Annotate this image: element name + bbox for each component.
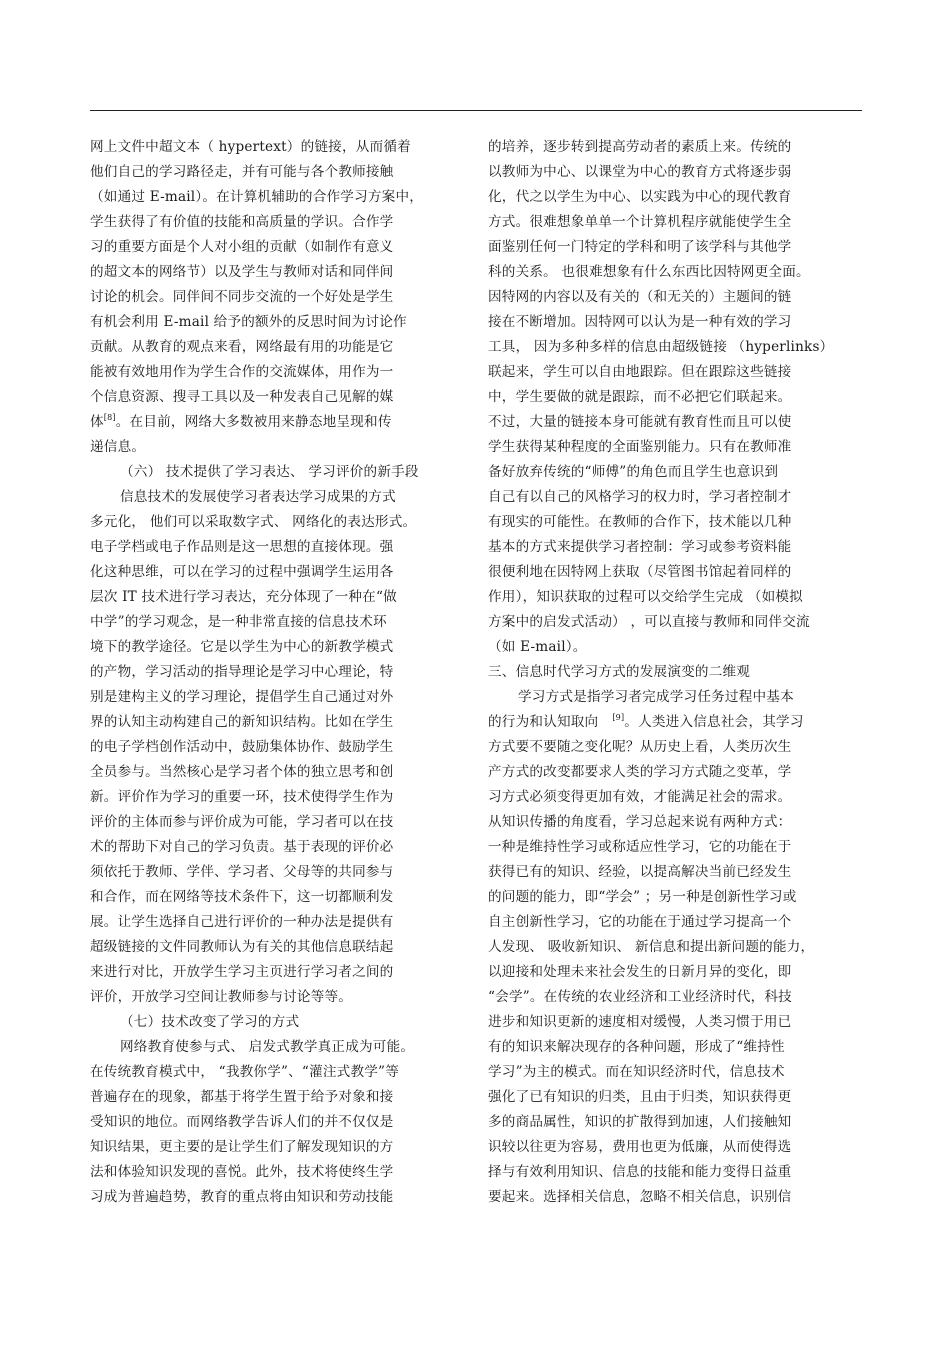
text-line (488, 335, 833, 360)
text-line (488, 185, 791, 210)
text-line (90, 360, 393, 385)
text-line (488, 1035, 785, 1060)
text-line (90, 1060, 399, 1085)
text-line (90, 410, 392, 435)
text-line (90, 1110, 393, 1135)
line-text: 信息技术的发展使学习者表达学习成果的方式 (120, 489, 396, 505)
text-line (488, 1110, 791, 1135)
text-line (90, 810, 393, 835)
line-text: 有的知识来解决现存的各种问题，形成了“维持性 (488, 1039, 785, 1055)
text-line (90, 535, 393, 560)
line-text: 以教师为中心、以课堂为中心的教育方式将逐步弱 (488, 164, 792, 180)
line-text: 强化了已有知识的归类，且由于归类，知识获得更 (488, 1089, 792, 1105)
text-line (488, 810, 791, 835)
text-line (90, 235, 393, 260)
text-line (90, 785, 393, 810)
text-line (90, 860, 393, 885)
text-line (90, 960, 393, 985)
text-line (90, 660, 393, 685)
header-rule (90, 110, 862, 111)
line-text: 习成为普遍趋势，教育的重点将由知识和劳动技能 (90, 1189, 394, 1205)
line-text: 学习方式是指学习者完成学习任务过程中基本 (518, 689, 794, 705)
text-line (488, 435, 791, 460)
line-text: 科的关系。 也很难想象有什么东西比因特网更全面。 (488, 264, 810, 280)
citation-ref: [9] (612, 713, 625, 722)
line-text: “会学”。在传统的农业经济和工业经济时代，科技 (488, 989, 792, 1005)
text-line (90, 1035, 414, 1060)
text-line (488, 935, 814, 960)
line-text: 学生获得了有价值的技能和高质量的学识。合作学 (90, 214, 394, 230)
line-text: 全员参与。当然核心是学习者个体的独立思考和创 (90, 764, 394, 780)
line-text: 别是建构主义的学习理论，提倡学生自己通过对外 (90, 689, 394, 705)
line-text: 以迎接和处理未来社会发生的日新月异的变化，即 (488, 964, 792, 980)
line-text: 面鉴别任何一门特定的学科和明了该学科与其他学 (488, 239, 792, 255)
line-text: 有现实的可能性。在教师的合作下，技术能以几种 (488, 514, 792, 530)
line-text: 中学”的学习观念，是一种非常直接的信息技术环 (90, 614, 387, 630)
text-line (488, 210, 791, 235)
text-line (488, 460, 778, 485)
text-line (90, 685, 393, 710)
line-text: 讨论的机会。同伴间不同步交流的一个好处是学生 (90, 289, 394, 305)
line-text: 术的帮助下对自己的学习负责。基于表现的评价必 (90, 839, 394, 855)
line-text: 网上文件中超文本（ hypertext）的链接，从而循着 (90, 139, 411, 155)
line-text: 学习”为主的模式。而在知识经济时代，信息技术 (488, 1064, 785, 1080)
text-line (488, 685, 794, 710)
line-text: （如通过 E-mail）。在计算机辅助的合作学习方案中， (90, 189, 424, 205)
text-line (488, 560, 791, 585)
text-line (488, 1185, 791, 1210)
line-text: 新。评价作为学习的重要一环，技术使得学生作为 (90, 789, 394, 805)
line-text: 择与有效利用知识、信息的技能和能力变得日益重 (488, 1164, 792, 1180)
text-line (90, 635, 393, 660)
text-line (90, 560, 393, 585)
line-text: 一种是维持性学习或称适应性学习，它的功能在于 (488, 839, 792, 855)
line-text: 境下的教学途径。它是以学生为中心的新教学模式 (90, 639, 394, 655)
text-line (90, 310, 407, 335)
line-text: 接在不断增加。因特网可以认为是一种有效的学习 (488, 314, 792, 330)
line-text: 评价，开放学习空间让教师参与讨论等等。 (90, 989, 353, 1005)
line-text: 普遍存在的现象，都基于将学生置于给予对象和接 (90, 1089, 394, 1105)
text-line (488, 385, 791, 410)
line-text: 因特网的内容以及有关的（和无关的）主题间的链 (488, 289, 792, 305)
line-text: 中，学生要做的就是跟踪，而不必把它们联起来。 (488, 389, 792, 405)
text-line (90, 385, 393, 410)
text-line (90, 1010, 299, 1035)
text-line (488, 835, 791, 860)
text-line (90, 160, 393, 185)
line-text: 贡献。从教育的观点来看，网络最有用的功能是它 (90, 339, 394, 355)
text-line (488, 610, 810, 635)
line-text: 方式要不要随之变化呢？从历史上看，人类历次生 (488, 739, 792, 755)
text-line (488, 285, 791, 310)
line-text: 电子学档或电子作品则是这一思想的直接体现。强 (90, 539, 394, 555)
line-text: 很便利地在因特网上获取（尽管图书馆起着同样的 (488, 564, 792, 580)
line-text: 备好放弃传统的“师傅”的角色而且学生也意识到 (488, 464, 779, 480)
line-text-tail: 。在目前，网络大多数被用来静态地呈现和传 (115, 414, 392, 430)
text-line (90, 885, 393, 910)
text-line (488, 160, 791, 185)
line-text: 评价的主体而参与评价成为可能，学习者可以在技 (90, 814, 394, 830)
line-text: 化这种思维，可以在学习的过程中强调学生运用各 (90, 564, 394, 580)
line-text: 法和体验知识发现的喜悦。此外，技术将使终生学 (90, 1164, 394, 1180)
text-line (488, 860, 791, 885)
line-text: 的产物，学习活动的指导理论是学习中心理论，特 (90, 664, 394, 680)
text-line (90, 760, 393, 785)
text-line (488, 1085, 791, 1110)
text-line (488, 135, 791, 160)
line-text: 受知识的地位。而网络教学告诉人们的并不仅仅是 (90, 1114, 394, 1130)
line-text: 三、信息时代学习方式的发展演变的二维观 (488, 664, 751, 680)
line-text: 习方式必须变得更加有效，才能满足社会的需求。 (488, 789, 792, 805)
text-line (90, 1085, 393, 1110)
text-line (488, 585, 803, 610)
text-line (90, 335, 393, 360)
text-line (90, 285, 393, 310)
text-line (90, 1135, 393, 1160)
text-line (488, 235, 791, 260)
line-text: 产方式的改变都要求人类的学习方式随之变革，学 (488, 764, 792, 780)
text-line (90, 460, 419, 485)
text-line (488, 1135, 791, 1160)
line-text: 知识结果，更主要的是让学生们了解发现知识的方 (90, 1139, 394, 1155)
line-text: （六） 技术提供了学习表达、 学习评价的新手段 (120, 464, 419, 480)
line-text: 他们自己的学习路径走，并有可能与各个教师接触 (90, 164, 394, 180)
text-line (90, 135, 411, 160)
line-text: 多元化， 他们可以采取数字式、 网络化的表达形式。 (90, 514, 417, 530)
line-text: 的培养，逐步转到提高劳动者的素质上来。传统的 (488, 139, 792, 155)
text-line (488, 985, 792, 1010)
line-text: 来进行对比，开放学生学习主页进行学习者之间的 (90, 964, 394, 980)
text-line (488, 260, 810, 285)
text-line (488, 1060, 785, 1085)
text-line (90, 935, 393, 960)
text-line (90, 185, 423, 210)
line-text: （七）技术改变了学习的方式 (120, 1014, 300, 1030)
line-text: 作用），知识获取的过程可以交给学生完成 （如模拟 (488, 589, 803, 605)
text-line (488, 735, 791, 760)
line-text: 人发现、 吸收新知识、 新信息和提出新问题的能力， (488, 939, 815, 955)
text-line (488, 910, 791, 935)
line-text: （如 E-mail）。 (488, 639, 587, 655)
text-line (488, 660, 750, 685)
line-text: 从知识传播的角度看，学习总起来说有两种方式： (488, 814, 792, 830)
line-text: 的行为和认知取向 (488, 714, 599, 730)
text-line (90, 210, 393, 235)
line-text: 展。让学生选择自己进行评价的一种办法是提供有 (90, 914, 394, 930)
line-text: 化，代之以学生为中心、以实践为中心的现代教育 (488, 189, 792, 205)
line-text: 递信息。 (90, 439, 146, 455)
citation-ref: [8] (103, 413, 116, 422)
text-line (90, 710, 393, 735)
line-text: 能被有效地用作为学生合作的交流媒体，用作为一 (90, 364, 394, 380)
text-line (488, 960, 791, 985)
line-text: 不过，大量的链接本身可能就有教育性而且可以使 (488, 414, 792, 430)
line-text-tail: 。人类进入信息社会，其学习 (624, 714, 804, 730)
line-text: 的电子学档创作活动中，鼓励集体协作、鼓励学生 (90, 739, 394, 755)
text-line (90, 260, 393, 285)
line-text: 的问题的能力，即“学会” ；另一种是创新性学习或 (488, 889, 797, 905)
text-line (488, 510, 791, 535)
line-text: 联起来，学生可以自由地跟踪。但在跟踪这些链接 (488, 364, 792, 380)
text-line (90, 835, 393, 860)
text-line (90, 735, 393, 760)
text-line (488, 1010, 791, 1035)
text-line (90, 510, 416, 535)
text-line (488, 635, 587, 660)
line-text: 层次 IT 技术进行学习表达，充分体现了一种在“做 (90, 589, 397, 605)
line-text: 有机会利用 E-mail 给予的额外的反思时间为讨论作 (90, 314, 407, 330)
text-line (90, 610, 387, 635)
text-line (488, 485, 791, 510)
line-text: 多的商品属性，知识的扩散得到加速，人们接触知 (488, 1114, 792, 1130)
line-text: 习的重要方面是个人对小组的贡献（如制作有意义 (90, 239, 394, 255)
line-text: 自主创新性学习，它的功能在于通过学习提高一个 (488, 914, 792, 930)
text-line (90, 985, 352, 1010)
text-line (90, 1185, 393, 1210)
line-text: 和合作，而在网络等技术条件下，这一切都顺利发 (90, 889, 394, 905)
text-line (488, 710, 804, 735)
text-line (488, 410, 791, 435)
line-text: 个信息资源、搜寻工具以及一种发表自己见解的媒 (90, 389, 394, 405)
text-line (90, 435, 145, 460)
line-text: 方案中的启发式活动） ，可以直接与教师和同伴交流 (488, 614, 810, 630)
line-text: 识较以往更为容易，费用也更为低廉，从而使得选 (488, 1139, 792, 1155)
line-text: 要起来。选择相关信息，忽略不相关信息，识别信 (488, 1189, 792, 1205)
line-text: 网络教育使参与式、 启发式教学真正成为可能。 (120, 1039, 415, 1055)
line-text: 界的认知主动构建自己的新知识结构。比如在学生 (90, 714, 394, 730)
text-line (90, 1160, 393, 1185)
line-text: 进步和知识更新的速度相对缓慢，人类习惯于用已 (488, 1014, 792, 1030)
line-text: 体 (90, 414, 104, 430)
text-line (90, 585, 397, 610)
line-text: 获得已有的知识、经验，以提高解决当前已经发生 (488, 864, 792, 880)
line-text: 工具， 因为多种多样的信息由超级链接 （hyperlinks） (488, 339, 834, 355)
text-line (488, 760, 791, 785)
line-text: 须依托于教师、学伴、学习者、父母等的共同参与 (90, 864, 394, 880)
text-line (488, 535, 791, 560)
line-text: 学生获得某种程度的全面鉴别能力。只有在教师准 (488, 439, 792, 455)
line-text: 在传统教育模式中， “我教你学”、“灌注式教学”等 (90, 1064, 399, 1080)
line-text: 超级链接的文件同教师认为有关的其他信息联结起 (90, 939, 394, 955)
line-text: 的超文本的网络节）以及学生与教师对话和同伴间 (90, 264, 394, 280)
text-line (90, 485, 396, 510)
text-line (488, 1160, 791, 1185)
text-line (488, 785, 791, 810)
line-text: 方式。很难想象单单一个计算机程序就能使学生全 (488, 214, 792, 230)
text-line (488, 310, 791, 335)
line-text: 基本的方式来提供学习者控制：学习或参考资料能 (488, 539, 792, 555)
text-line (488, 885, 797, 910)
text-line (488, 360, 791, 385)
line-text: 自己有以自己的风格学习的权力时，学习者控制才 (488, 489, 792, 505)
text-line (90, 910, 393, 935)
